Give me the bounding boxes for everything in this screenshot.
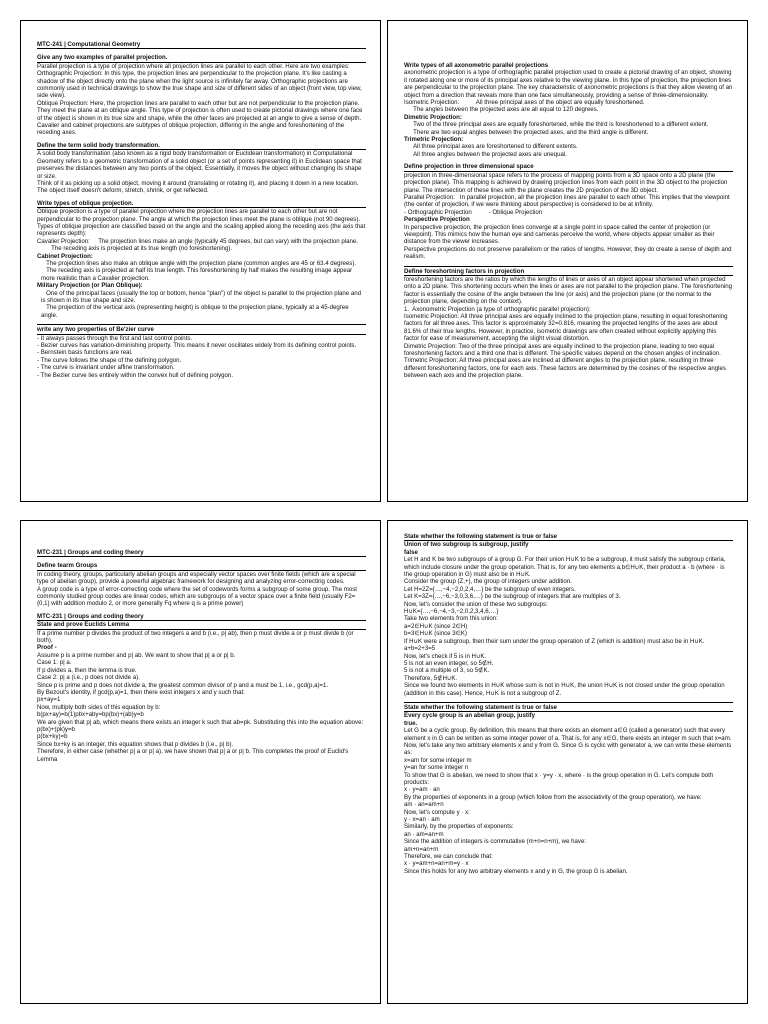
answer-line: - Bernstein basis functions are real. <box>37 349 133 357</box>
answer-line: - Orthographic Projection - Oblique Projection <box>404 208 543 216</box>
answer-line: By Bezout's identity, if gcd(p,a)=1, then there exist integers x and y such that: <box>37 688 245 696</box>
answer-line: H∪K={…,−6,−4,−3,−2,0,2,3,4,6,…} <box>404 608 499 616</box>
answer-line: projection in three-dimensional space refers to the process of mapping points from a 3D space onto a 2D plane (the projection plane). This mapping is achieved by drawing projection lines from each point in the 3D object to the projection plane. The intersection of these lines with the plane creates the 2D projection of the 3D object. <box>404 171 730 194</box>
answer-line: Now, let's compute y · x: <box>404 808 470 816</box>
answer-line: true. <box>404 719 418 727</box>
answer-line: Dimetric Projection: <box>404 113 462 121</box>
answer-line: Let K=3Z={…,−6,−3,0,3,6,…} be the subgroup of integers that are multiples of 3. <box>404 593 621 601</box>
answer-line: am+n=an+m <box>404 845 439 853</box>
answer-line: foreshortening factors are the ratios by which the lengths of lines or axes of an object appear shortened when projected onto a 2D plane. This shortening occurs when the lines or axes are not parallel to the projection plane. The foreshortening factor is essentially the cosine of the angle between the line (or axis) and the projection plane (or the normal to the projection plane, depending on the context). <box>404 275 734 306</box>
question-section <box>404 163 733 260</box>
answer-line: p(bx+ky)=b <box>37 733 68 741</box>
question-section <box>404 533 733 697</box>
answer-line: The angles between the projected axes are all equal to 120 degrees. <box>408 106 599 114</box>
answer-line: an · am=an+m <box>404 830 444 838</box>
answer-line: Two of the three principal axes are equally foreshortened, while the third is foreshortened to a different extent. <box>408 121 709 129</box>
answer-line: Cavalier Projection: The projection lines make an angle (typically 45 degrees, but can vary) with the projection plane. <box>37 237 358 245</box>
answer-line: x · y=am+n=an+m=y · x <box>404 860 469 868</box>
answer-line: axonometric projection is a type of orthographic parallel projection used to create a pictorial drawing of an object, showing it rotated along one or more of its principal axes relative to the viewing plane. In this type of projection, the projection lines are perpendicular to the projection plane. The key characteristic of axonometric projections is that they allow viewing of an object from a direction that reveals more than one face simultaneously, providing a sense of three-dimensionality. <box>404 69 735 99</box>
answer-line: Take two elements from this union: <box>404 615 498 623</box>
answer-line: 5 is not a multiple of 3, so 5∉K. <box>404 667 490 675</box>
question-section <box>37 324 366 379</box>
answer-line: Since bx+ky is an integer, this equation shows that p divides b (i.e., p| b). <box>37 740 234 748</box>
page-content <box>404 533 733 875</box>
answer-line: Perspective Projection <box>404 216 470 224</box>
answer-line: All three principal axes are foreshortened to different extents. <box>408 143 578 151</box>
answer-line: Now, let's check if 5 is in H∪K. <box>404 652 487 660</box>
answer-line: Cabinet Projection: <box>37 252 93 260</box>
answer-line: Let H and K be two subgroups of a group G. For their union H∪K to be a subgroup, it must satisfy the subgroup criteria, which include closure under the group operation. That is, for any two elements a,b∈H∪K, their product a · b (where · is the group operation in G) must also be in H∪K. <box>404 556 728 579</box>
question-heading: Define projection in three dimensional space <box>404 163 733 171</box>
answer-line: If p divides a, then the lemma is true. <box>37 666 137 674</box>
answer-line: y · x=an · am <box>404 816 440 824</box>
answer-line: Parallel projection is a type of projection where all projection lines are parallel to each other. Here are two examples: <box>37 62 350 70</box>
answer-line: Trimetric Projection: <box>404 136 464 144</box>
document-page-3 <box>20 520 381 1004</box>
answer-line: Let G be a cyclic group. By definition, this means that there exists an element a∈G (called a generator) such that every element x in G can be written as some integer power of a. That is, for any x∈G, there exists an integer m such that x=am. <box>404 727 732 742</box>
answer-line: The receding axis is projected at half its true length. This foreshortening by half makes the resulting image appear more realistic than a Cavalier projection. <box>41 267 354 282</box>
answer-line: If H∪K were a subgroup, then their sum under the group operation of Z (which is addition) must also be in H∪K. <box>404 637 705 645</box>
answer-line: Parallel Projection: In parallel projection, all the projection lines are parallel to each other. This implies that the viewpoint (the center of projection, if we were thinking about perspective) is considered to be at infinity. <box>404 193 732 209</box>
question-section <box>404 266 733 380</box>
answer-line: In perspective projection, the projection lines converge at a single point in space called the center of projection (or viewpoint). This mimics how the human eye and cameras perceive the world, where objects appear smaller as their distance from the viewer increases. <box>404 223 717 246</box>
answer-line: To show that G is abelian, we need to show that x · y=y · x, where · is the group operation in G. Let's compute both products: <box>404 771 715 786</box>
answer-line: Therefore, in either case (whether p| a or p| a), we have shown that p| a or p| b. This completes the proof of Euclid's Lemma <box>37 748 350 763</box>
answer-line: 5 is not an even integer, so 5∉H. <box>404 659 494 667</box>
answer-line: Case 1: p| a. <box>37 659 72 667</box>
answer-line: Since p is prime and p does not divide a, the greatest common divisor of p and a must be 1, i.e., gcd(p,a)=1. <box>37 681 329 689</box>
answer-line: Now, let's consider the union of these two subgroups: <box>404 600 548 608</box>
answer-line: Let H=2Z={…,−4,−2,0,2,4,…} be the subgroup of even integers. <box>404 585 576 593</box>
answer-line: Since the addition of integers is commutative (m+n=n+m), we have: <box>404 838 587 846</box>
question-heading: State and prove Euclids Lemma <box>37 621 366 629</box>
question-heading: State whether the following statement is true or false <box>404 533 733 541</box>
page-content <box>37 549 366 763</box>
answer-line: 1. Axonometric Projection (a type of orthographic parallel projection): <box>404 305 591 313</box>
course-title: MTC-231 | Groups and coding theory <box>37 613 366 621</box>
page-content <box>37 41 366 379</box>
question-heading: Write types of all axonometric parallel projections <box>404 62 549 69</box>
answer-line: Dimetric Projection: Two of the three principal axes are equally inclined to the projection plane, leading to two equal foreshortening factors and a third one that is different. The specific values depend on the chosen angles of inclination. <box>404 342 721 358</box>
answer-line: By the properties of exponents in a group (which follow from the associativity of the group operation), we have: <box>404 793 702 801</box>
document-page-1 <box>20 20 381 502</box>
answer-line: One of the principal faces (usually the top or bottom, hence "plan") of the object is parallel to the projection plane and is shown in its true shape and size. <box>41 289 363 304</box>
answer-line: Perspective projections do not preserve parallelism or the ratios of lengths. However, they do create a sense of depth and realism. <box>404 245 734 261</box>
answer-line: am · an=am+n <box>404 801 444 809</box>
answer-line: Oblique projection is a type of parallel projection where the projection lines are parallel to each other but are not perpendicular to the projection plane. The angle at which the projection lines meet the plane is oblique (not 90 degrees). <box>37 208 361 223</box>
answer-line: In coding theory, groups, particularly abelian groups and especially vector spaces over finite fields (which are a special type of abelian group), provide a powerful algebraic framework for designing and analyzing error-correcting codes. <box>37 570 358 586</box>
question-section <box>37 562 366 607</box>
page-content <box>404 57 733 380</box>
answer-line: Since this holds for any two arbitrary elements x and y in G, the group G is abelian. <box>404 867 628 875</box>
answer-line: Trimetric Projection: All three principal axes are inclined at different angles to the projection plane, resulting in three different foreshortening factors, one for each axis. These factors are determined by the cosines of the respective angles between each axis and the projection plane. <box>404 357 728 380</box>
answer-line: Types of oblique projection are classified based on the angle and the scaling applied along the receding axis (the axis that represents depth): <box>37 222 367 238</box>
answer-line: a=2∈H∪K (since 2∈H) <box>404 622 468 630</box>
question-section <box>37 54 366 136</box>
answer-line: A group code is a type of error-correcting code where the set of codewords forms a subgroup of some group. The most commonly studied group codes are linear codes, which are subgroups of a vector space over a finite field (usually F2={0,1} with addition modulo 2, or more generally Fq where q is a prime power) <box>37 585 359 608</box>
answer-line: The receding axis is projected at its true length (no foreshortening). <box>41 245 233 253</box>
answer-line: Isometric Projection: All three principal axes of the object are equally foreshortened. <box>404 99 645 107</box>
question-heading: State whether the following statement is true or false <box>404 704 733 712</box>
course-title: MTC-231 | Groups and coding theory <box>37 549 366 557</box>
answer-line: Similarly, by the properties of exponents: <box>404 823 514 831</box>
answer-line: The projection of the vertical axis (representing height) is oblique to the projection plane, typically at a 45-degree angle. <box>41 304 351 319</box>
question-section <box>37 613 366 763</box>
answer-line: A solid body transformation (also known as a rigid body transformation or Euclidean transformation) in Computational Geometry refers to a geometric transformation of a solid object (or a set of points representing it) in Euclidean space that preserves the distances between any two points of the object. Essentially, it moves the object without changing its shape or size. <box>37 150 364 180</box>
question-heading: write any two properties of Be'zier curve <box>37 326 366 334</box>
answer-line: Therefore, 5∉H∪K. <box>404 674 458 682</box>
answer-line: Consider the group (Z,+), the group of integers under addition. <box>404 578 572 586</box>
answer-line: - It always passes through the first and last control points. <box>37 334 193 342</box>
question-section <box>404 702 733 875</box>
answer-line: - The Bezier curve lies entirely within the convex hull of defining polygon. <box>37 371 234 379</box>
question-heading: Define the term solid body transformation. <box>37 142 366 150</box>
answer-line: All three angles between the projected axes are unequal. <box>408 150 567 158</box>
answer-line: Orthographic Projection: In this type, the projection lines are perpendicular to the projection plane. It's like casting a shadow of the object directly onto the plane when the light source is infinitely far away. Orthographic projections are commonly used in technical drawings to show the true shape and size of different sides of an object (front view, top view, side view). <box>37 70 364 100</box>
answer-line: x=am for some integer m <box>404 756 472 764</box>
answer-line: Proof - <box>37 644 57 652</box>
answer-line: Military Projection (or Plan Oblique): <box>37 282 143 290</box>
answer-line: y=an for some integer n <box>404 764 469 772</box>
answer-line: Since we found two elements in H∪K whose sum is not in H∪K, the union H∪K is not closed under the group operation (addition in this case). Hence, H∪K is not a subgroup of Z. <box>404 682 727 697</box>
answer-line: Now, multiply both sides of this equation by b: <box>37 703 161 711</box>
question-heading: Write types of oblique projection. <box>37 200 366 208</box>
answer-line: Now, let's take any two arbitrary elements x and y from G. Since G is cyclic with generator a, we can write these elements as: <box>404 741 734 757</box>
question-heading: Define foreshortning factors in projection <box>404 268 733 276</box>
answer-line: The projection lines also make an oblique angle with the projection plane (common angles are 45 or 63.4 degrees). <box>41 259 357 267</box>
answer-line: Union of two subgroup is subgroup, justify <box>404 541 529 549</box>
question-heading: Define tearm Groups <box>37 562 366 570</box>
answer-line: p(bx)+(pk)y=b <box>37 725 75 733</box>
answer-line: Therefore, we can conclude that: <box>404 853 493 861</box>
answer-line: - The curve follows the shape of the defining polygon. <box>37 356 182 364</box>
answer-line: Assume p is a prime number and p| ab. We want to show that p| a or p| b. <box>37 651 236 659</box>
question-section <box>37 200 366 320</box>
answer-line: If a prime number p divides the product of two integers a and b (i.e., p| ab), then p must divide a or p must divide b (or both). <box>37 629 356 645</box>
document-page-4 <box>387 520 748 1004</box>
question-section <box>404 62 733 158</box>
answer-line: b=3∈H∪K (since 3∈K) <box>404 630 468 638</box>
course-title: MTC-241 | Computational Geometry <box>37 41 366 49</box>
answer-line: Oblique Projection: Here, the projection lines are parallel to each other but are not perpendicular to the projection plane. They meet the plane at an oblique angle. This type of projection is often used to create pictorial drawings where one face of the object is shown in its true size and shape, while the other faces are projected at an angle to give a sense of depth. Cavalier and cabinet projections are subtypes of oblique projection, differing in the angle and foreshortening of the receding axes. <box>37 99 365 137</box>
question-section <box>37 142 366 195</box>
answer-line: a+b=2+3=5 <box>404 645 436 653</box>
answer-line: b(px+ay)=b(1)pbx+aby=bp(bx)+(ab)y=b <box>37 711 144 719</box>
answer-line: false <box>404 548 418 556</box>
answer-line: x · y=am · an <box>404 786 440 794</box>
answer-line: - Bezier curves has variation-diminishing property. This means it never oscillates widely from its defining control points. <box>37 342 357 350</box>
answer-line: - The curve is invariant under affine transformation. <box>37 364 175 372</box>
answer-line: px+ay=1 <box>37 696 61 704</box>
answer-line: Every cycle group is an abelian group, justify <box>404 712 536 720</box>
document-page-2 <box>387 20 748 502</box>
answer-line: Case 2: p| a (i.e., p does not divide a). <box>37 674 140 682</box>
question-heading: Give any two examples of parallel projection. <box>37 54 366 62</box>
answer-line: Isometric Projection: All three principal axes are equally inclined to the projection plane, resulting in equal foreshortening factors for all three axes. This factor is approximately 32=0.816, meaning the projected lengths of the axes are about 81.6% of their true lengths. However, in practice, isometric drawings are often created without explicitly applying this factor for ease of measurement, accepting the slight visual distortion. <box>404 313 730 343</box>
answer-line: Think of it as picking up a solid object, moving it around (translating or rotating it), and placing it down in a new location. The object itself doesn't deform, stretch, shrink, or get reflected. <box>37 179 361 195</box>
answer-line: There are two equal angles between the projected axes, and the third angle is different. <box>408 128 649 136</box>
answer-line: We are given that p| ab, which means there exists an integer k such that ab=pk. Substituting this into the equation above: <box>37 718 364 726</box>
